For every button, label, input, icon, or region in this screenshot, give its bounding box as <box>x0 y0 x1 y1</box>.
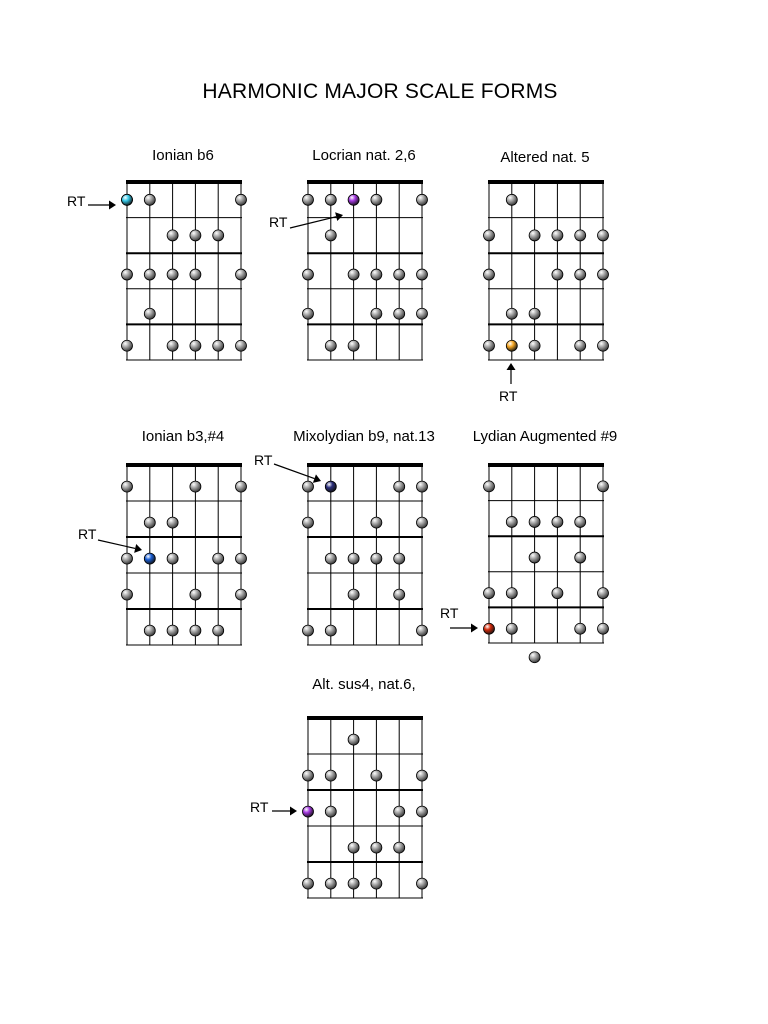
note-dot <box>190 269 201 280</box>
note-dot <box>213 340 224 351</box>
note-dot <box>484 269 495 280</box>
diagram-title: Ionian b6 <box>152 147 214 164</box>
note-dot <box>575 552 586 563</box>
fretboard-diagram <box>67 147 247 360</box>
root-arrow-icon <box>450 624 478 633</box>
note-dot <box>417 308 428 319</box>
note-dot <box>236 481 247 492</box>
note-dot <box>529 516 540 527</box>
note-dot <box>348 589 359 600</box>
note-dot <box>236 269 247 280</box>
note-dot <box>167 230 178 241</box>
note-dot <box>394 481 405 492</box>
note-dot <box>506 588 517 599</box>
note-dot <box>417 878 428 889</box>
root-note-dot <box>144 553 155 564</box>
note-dot <box>144 625 155 636</box>
note-dot <box>348 842 359 853</box>
fretboard-diagram <box>269 147 428 360</box>
note-dot <box>348 269 359 280</box>
note-dot <box>122 481 133 492</box>
note-dot <box>506 623 517 634</box>
note-dot <box>371 553 382 564</box>
note-dot <box>167 625 178 636</box>
note-dot <box>325 878 336 889</box>
note-dot <box>122 340 133 351</box>
note-dot <box>417 806 428 817</box>
note-dot <box>236 194 247 205</box>
note-dot <box>190 625 201 636</box>
diagram-title: Mixolydian b9, nat.13 <box>293 428 435 445</box>
note-dot <box>417 770 428 781</box>
root-note-dot <box>122 194 133 205</box>
note-dot <box>484 588 495 599</box>
note-dot <box>552 230 563 241</box>
note-dot <box>371 517 382 528</box>
note-dot <box>303 770 314 781</box>
root-label: RT <box>254 452 273 468</box>
note-dot <box>122 269 133 280</box>
note-dot <box>394 589 405 600</box>
note-dot <box>122 553 133 564</box>
note-dot <box>303 517 314 528</box>
note-dot <box>303 481 314 492</box>
note-dot <box>348 340 359 351</box>
note-dot <box>484 230 495 241</box>
note-dot <box>484 481 495 492</box>
root-arrow-icon <box>272 807 297 816</box>
diagram-title: Ionian b3,#4 <box>141 428 225 445</box>
note-dot <box>348 878 359 889</box>
note-dot <box>598 340 609 351</box>
note-dot <box>394 308 405 319</box>
note-dot <box>325 625 336 636</box>
note-dot <box>122 589 133 600</box>
note-dot <box>325 230 336 241</box>
note-dot <box>190 589 201 600</box>
root-note-dot <box>325 481 336 492</box>
note-dot <box>325 340 336 351</box>
diagram-title: Altered nat. 5 <box>500 149 590 166</box>
diagram-title: Lydian Augmented #9 <box>472 428 618 445</box>
note-dot <box>303 878 314 889</box>
note-dot <box>303 194 314 205</box>
root-arrow-icon <box>507 363 516 384</box>
note-dot <box>190 230 201 241</box>
note-dot <box>303 308 314 319</box>
root-label: RT <box>250 799 269 815</box>
note-dot <box>325 806 336 817</box>
note-dot <box>575 269 586 280</box>
note-dot <box>167 553 178 564</box>
note-dot <box>325 194 336 205</box>
note-dot <box>371 194 382 205</box>
note-dot <box>529 652 540 663</box>
note-dot <box>529 230 540 241</box>
note-dot <box>371 269 382 280</box>
note-dot <box>552 516 563 527</box>
note-dot <box>167 517 178 528</box>
note-dot <box>529 308 540 319</box>
note-dot <box>325 553 336 564</box>
note-dot <box>371 842 382 853</box>
note-dot <box>394 842 405 853</box>
note-dot <box>371 878 382 889</box>
note-dot <box>144 269 155 280</box>
root-note-dot <box>348 194 359 205</box>
fretboard-diagram <box>78 428 247 645</box>
root-note-dot <box>303 806 314 817</box>
root-label: RT <box>67 193 86 209</box>
note-dot <box>598 481 609 492</box>
note-dot <box>598 230 609 241</box>
root-note-dot <box>506 340 517 351</box>
note-dot <box>213 230 224 241</box>
fretboard-diagram <box>484 149 609 404</box>
root-label: RT <box>440 605 459 621</box>
note-dot <box>236 340 247 351</box>
root-label: RT <box>269 214 288 230</box>
note-dot <box>417 625 428 636</box>
note-dot <box>371 770 382 781</box>
root-arrow-icon <box>290 212 343 228</box>
note-dot <box>598 269 609 280</box>
note-dot <box>552 588 563 599</box>
note-dot <box>190 340 201 351</box>
note-dot <box>213 553 224 564</box>
note-dot <box>598 623 609 634</box>
note-dot <box>417 269 428 280</box>
note-dot <box>506 516 517 527</box>
diagram-title: Alt. sus4, nat.6, <box>312 676 416 693</box>
root-label: RT <box>499 388 518 404</box>
note-dot <box>506 308 517 319</box>
page-title: HARMONIC MAJOR SCALE FORMS <box>202 80 558 103</box>
note-dot <box>394 553 405 564</box>
fretboard-diagram <box>254 428 435 645</box>
root-arrow-icon <box>98 540 142 553</box>
note-dot <box>236 553 247 564</box>
note-dot <box>417 517 428 528</box>
diagram-title: Locrian nat. 2,6 <box>312 147 416 164</box>
root-label: RT <box>78 526 97 542</box>
note-dot <box>484 340 495 351</box>
note-dot <box>144 194 155 205</box>
note-dot <box>575 516 586 527</box>
note-dot <box>394 806 405 817</box>
note-dot <box>167 269 178 280</box>
note-dot <box>371 308 382 319</box>
root-arrow-icon <box>88 201 116 210</box>
fretboard-diagram <box>440 428 617 663</box>
note-dot <box>190 481 201 492</box>
note-dot <box>144 308 155 319</box>
note-dot <box>303 625 314 636</box>
note-dot <box>213 625 224 636</box>
note-dot <box>303 269 314 280</box>
note-dot <box>575 623 586 634</box>
fretboard-diagram <box>250 676 428 898</box>
note-dot <box>417 481 428 492</box>
note-dot <box>506 194 517 205</box>
note-dot <box>552 269 563 280</box>
note-dot <box>417 194 428 205</box>
note-dot <box>575 230 586 241</box>
note-dot <box>236 589 247 600</box>
note-dot <box>348 734 359 745</box>
note-dot <box>144 517 155 528</box>
note-dot <box>529 340 540 351</box>
note-dot <box>598 588 609 599</box>
root-note-dot <box>484 623 495 634</box>
note-dot <box>394 269 405 280</box>
note-dot <box>348 553 359 564</box>
note-dot <box>529 552 540 563</box>
note-dot <box>167 340 178 351</box>
note-dot <box>325 770 336 781</box>
note-dot <box>575 340 586 351</box>
